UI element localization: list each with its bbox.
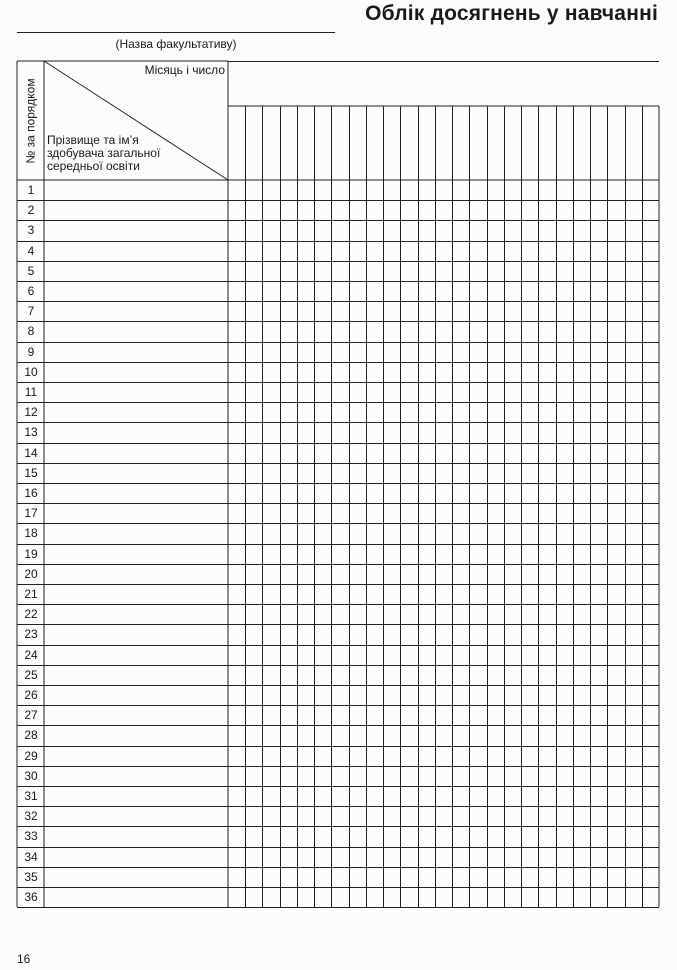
column-header-number: [19, 63, 43, 179]
row-number: 35: [24, 869, 38, 884]
row-number: 29: [24, 748, 38, 763]
row-number: 16: [24, 486, 38, 500]
row-number: 32: [24, 809, 38, 824]
row-number: 14: [24, 445, 38, 460]
row-number: 1: [27, 183, 35, 197]
row-number: 13: [24, 425, 38, 440]
row-number: 27: [24, 708, 38, 723]
row-number: 6: [27, 284, 35, 298]
row-number: 24: [24, 647, 38, 662]
column-header-student-name: Прізвище та ім’я здобувача загальної середньої освіти: [47, 133, 161, 173]
row-number: 25: [24, 667, 38, 682]
row-number: 36: [24, 890, 38, 904]
row-number: 8: [27, 324, 35, 339]
row-number: 33: [24, 829, 38, 844]
row-number: 5: [27, 263, 35, 278]
row-number: 20: [24, 566, 38, 581]
row-number: 19: [24, 546, 38, 561]
row-number: 9: [27, 344, 35, 359]
row-number: 34: [24, 849, 38, 864]
row-number: 11: [24, 385, 38, 399]
page-number: 16: [17, 952, 31, 966]
row-number: 17: [24, 506, 38, 521]
row-number: 4: [27, 243, 35, 258]
column-header-number-label: № за порядком: [24, 78, 38, 164]
row-number: 15: [24, 465, 38, 480]
row-number: 22: [24, 607, 38, 622]
row-number: 26: [24, 688, 38, 702]
row-number: 2: [27, 203, 35, 218]
row-number: 23: [24, 627, 38, 642]
page-title: Облік досягнень у навчанні: [365, 2, 658, 25]
row-number: 30: [24, 768, 38, 783]
row-number: 18: [24, 526, 38, 541]
row-number: 10: [24, 364, 38, 379]
row-number: 21: [24, 587, 38, 601]
course-name-caption: (Назва факультативу): [115, 37, 237, 51]
row-number: 28: [24, 728, 38, 743]
row-number: 12: [24, 405, 38, 420]
row-number: 31: [24, 789, 38, 803]
row-number: 7: [27, 304, 35, 319]
column-header-month-day: Місяць і число: [144, 63, 225, 77]
row-number: 3: [27, 223, 35, 238]
